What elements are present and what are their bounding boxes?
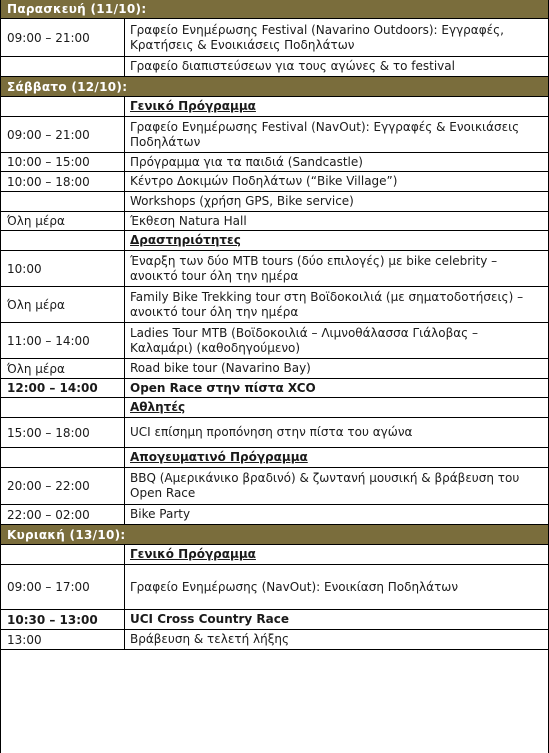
time-cell: 13:00 [1, 630, 125, 649]
time-cell [1, 231, 125, 250]
schedule-row [1, 565, 548, 610]
event-description: Έκθεση Natura Hall [130, 213, 247, 228]
time-cell [1, 97, 125, 116]
time-cell: 10:00 – 18:00 [1, 172, 125, 191]
time-cell: Όλη μέρα [1, 359, 125, 378]
time-cell: 22:00 – 02:00 [1, 505, 125, 524]
event-description: Έναρξη των δύο MTB tours (δύο επιλογές) με bike celebrity – ανοικτό tour όλη την ημέρα [130, 253, 498, 283]
schedule-row [1, 153, 548, 172]
section-title: Δραστηριότητες [130, 233, 241, 247]
section-row [1, 545, 548, 565]
schedule-row [1, 251, 548, 287]
section-title: Απογευματινό Πρόγραμμα [130, 450, 308, 464]
time-cell: 15:00 – 18:00 [1, 418, 125, 447]
time-cell [1, 545, 125, 564]
schedule-row [1, 323, 548, 359]
event-description: Road bike tour (Navarino Bay) [130, 361, 311, 375]
schedule-row [1, 117, 548, 153]
section-row [1, 398, 548, 418]
event-description: Γραφείο διαπιστεύσεων για τους αγώνες & το festival [130, 59, 455, 73]
time-cell: Όλη μέρα [1, 212, 125, 230]
event-description: Workshops (χρήση GPS, Bike service) [130, 194, 354, 208]
schedule-row [1, 192, 548, 212]
time-cell: 09:00 – 17:00 [1, 565, 125, 609]
schedule-row [1, 630, 548, 650]
event-description: UCI επίσημη προπόνηση στην πίστα του αγώνα [130, 425, 413, 439]
schedule-row [1, 57, 548, 77]
section-row [1, 97, 548, 117]
section-title: Αθλητές [130, 400, 186, 414]
schedule-row [1, 172, 548, 192]
time-cell [1, 448, 125, 467]
event-description: Bike Party [130, 507, 191, 521]
event-description: Πρόγραμμα για τα παιδιά (Sandcastle) [130, 154, 363, 169]
event-description: Ladies Tour MTB (Βοϊδοκοιλιά – Λιμνοθάλασσα Γιάλοβας – Καλαμάρι) (καθοδηγούμενο) [130, 325, 479, 355]
day-label: Κυριακή (13/10): [7, 527, 126, 542]
time-cell: 10:00 – 15:00 [1, 153, 125, 171]
time-cell [1, 57, 125, 76]
schedule-row [1, 19, 548, 57]
schedule-row [1, 359, 548, 379]
time-cell: 10:30 – 13:00 [1, 610, 125, 629]
schedule-row [1, 418, 548, 448]
event-description: BBQ (Αμερικάνικο βραδινό) & ζωντανή μουσική & βράβευση του Open Race [130, 471, 520, 500]
time-cell: 10:00 [1, 251, 125, 286]
event-description: Γραφείο Ενημέρωσης Festival (NavOut): Εγγραφές & Ενοικιάσεις Ποδηλάτων [130, 119, 520, 149]
schedule-row [1, 212, 548, 231]
time-cell: Όλη μέρα [1, 287, 125, 322]
day-header [1, 77, 548, 97]
event-description: UCI Cross Country Race [130, 612, 290, 626]
section-row [1, 448, 548, 468]
time-cell: 20:00 – 22:00 [1, 468, 125, 504]
section-row [1, 231, 548, 251]
schedule-row [1, 505, 548, 525]
event-description: Open Race στην πίστα XCO [130, 380, 316, 395]
section-title: Γενικό Πρόγραμμα [130, 547, 256, 561]
time-cell [1, 192, 125, 211]
day-header [1, 525, 548, 545]
schedule-row [1, 610, 548, 630]
event-description: Κέντρο Δοκιμών Ποδηλάτων (“Bike Village”) [130, 174, 398, 188]
time-cell: 09:00 – 21:00 [1, 117, 125, 152]
time-cell: 09:00 – 21:00 [1, 19, 125, 56]
event-description: Βράβευση & τελετή λήξης [130, 632, 290, 646]
schedule-row [1, 379, 548, 398]
day-label: Παρασκευή (11/10): [7, 2, 147, 16]
event-description: Γραφείο Ενημέρωσης Festival (Navarino Outdoors): Εγγραφές, Κρατήσεις & Ενοικιάσεις Ποδηλάτων [130, 22, 504, 52]
day-label: Σάββατο (12/10): [7, 79, 128, 94]
section-title: Γενικό Πρόγραμμα [130, 99, 256, 113]
event-description: Family Bike Trekking tour στη Βοϊδοκοιλιά (με σηματοδοτήσεις) – ανοικτό tour όλη την ημέρα [130, 289, 524, 319]
time-cell [1, 398, 125, 417]
time-cell: 11:00 – 14:00 [1, 323, 125, 358]
day-header [1, 0, 548, 19]
time-cell: 12:00 – 14:00 [1, 379, 125, 397]
schedule-row [1, 468, 548, 505]
event-description: Γραφείο Ενημέρωσης (NavOut): Ενοικίαση Ποδηλάτων [130, 579, 459, 594]
schedule-row [1, 287, 548, 323]
